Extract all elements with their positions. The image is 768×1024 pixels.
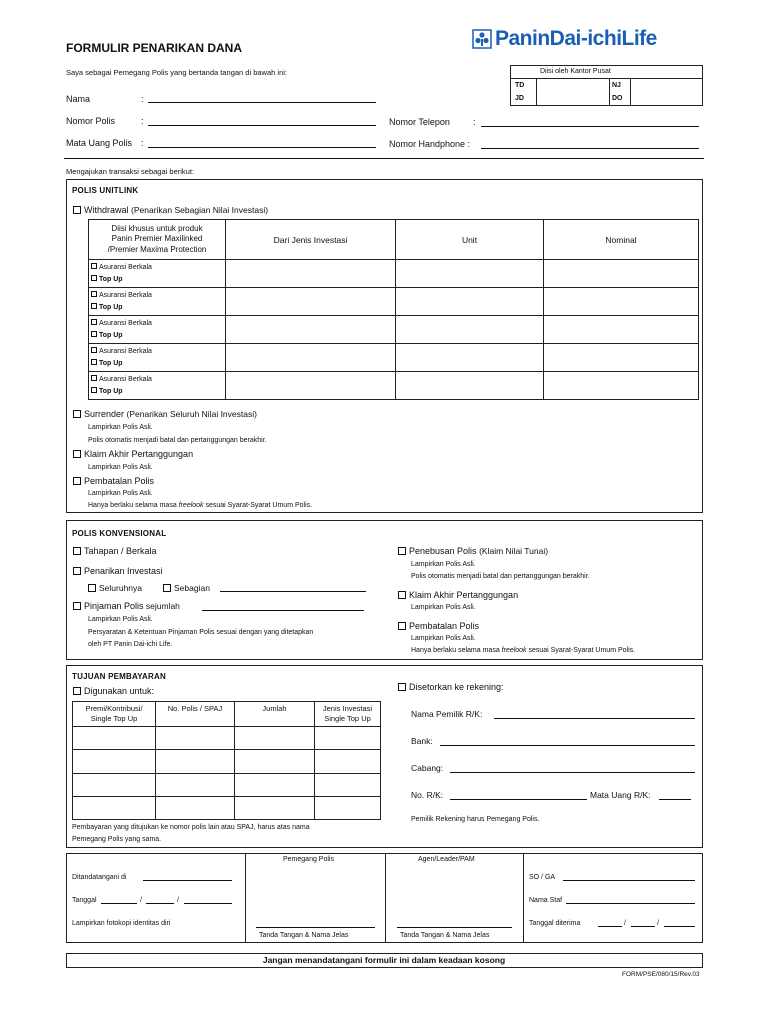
premi-header: Premi/Kontribusi/ Single Top Up — [73, 702, 156, 727]
surrender-checkbox[interactable] — [73, 410, 81, 418]
jenis-investasi-cell[interactable] — [226, 372, 396, 400]
nomor-telepon-label: Nomor Telepon — [389, 117, 450, 127]
pembatalan-unitlink-checkbox[interactable] — [73, 477, 81, 485]
asuransi-berkala-checkbox[interactable] — [91, 375, 97, 381]
top-up-checkbox[interactable] — [91, 303, 97, 309]
penebusan-checkbox[interactable] — [398, 547, 406, 555]
jenis-investasi-cell[interactable] — [226, 344, 396, 372]
sebagian-option[interactable]: Sebagian — [163, 584, 210, 593]
table-row: Asuransi Berkala Top Up — [89, 288, 699, 316]
investment-table — [88, 219, 699, 400]
jenis-investasi-header: Dari Jenis Investasi — [226, 220, 396, 260]
tanggal-year-field[interactable] — [184, 903, 232, 904]
so-ga-field[interactable] — [563, 880, 695, 881]
no-polis-header: No. Polis / SPAJ — [156, 702, 235, 727]
pinjaman-option[interactable]: Pinjaman Polis sejumlah — [73, 602, 180, 611]
top-up-checkbox[interactable] — [91, 387, 97, 393]
tanggal-diterima-year-field[interactable] — [664, 926, 695, 927]
klaim-unitlink-note: Lampirkan Polis Asli. — [88, 464, 153, 471]
footer-warning: Jangan menandatangani formulir ini dalam keadaan kosong — [262, 955, 506, 965]
pemegang-polis-header: Pemegang Polis — [283, 856, 334, 863]
office-do: DO — [612, 95, 623, 102]
nomor-polis-label: Nomor Polis — [66, 116, 116, 126]
nama-staf-label: Nama Staf — [529, 897, 563, 904]
pembatalan-konvensional-checkbox[interactable] — [398, 622, 406, 630]
bank-label: Bank: — [411, 736, 433, 746]
nomor-handphone-label: Nomor Handphone : — [389, 139, 471, 149]
table-row: Asuransi Berkala Top Up — [89, 344, 699, 372]
office-nj: NJ — [612, 82, 621, 89]
tahapan-option[interactable]: Tahapan / Berkala — [73, 547, 157, 556]
disetorkan-checkbox[interactable] — [398, 683, 406, 691]
top-up-checkbox[interactable] — [91, 331, 97, 337]
withdrawal-option[interactable]: Withdrawal (Penarikan Sebagian Nilai Investasi) — [73, 206, 268, 215]
table-row: Asuransi Berkala Top Up — [89, 260, 699, 288]
ditandatangani-label: Ditandatangani di — [72, 874, 127, 881]
nama-pemilik-field[interactable] — [494, 718, 695, 719]
no-rk-label: No. R/K: — [411, 790, 444, 800]
pembatalan-unitlink-note-1: Lampirkan Polis Asli. — [88, 490, 153, 497]
pemilik-rekening-note: Pemilik Rekening harus Pemegang Polis. — [411, 816, 540, 823]
asuransi-berkala-checkbox[interactable] — [91, 347, 97, 353]
jenis-investasi-cell[interactable] — [226, 316, 396, 344]
nominal-cell[interactable] — [544, 316, 699, 344]
nominal-header: Nominal — [544, 220, 699, 260]
office-td: TD — [515, 82, 525, 89]
unit-cell[interactable] — [396, 260, 544, 288]
unit-cell[interactable] — [396, 344, 544, 372]
special-product-header: Diisi khusus untuk produk Panin Premier Maxilinked /Premier Maxima Protection — [89, 220, 226, 260]
withdrawal-checkbox[interactable] — [73, 206, 81, 214]
nominal-cell[interactable] — [544, 288, 699, 316]
jenis-investasi-cell[interactable] — [226, 260, 396, 288]
nominal-cell[interactable] — [544, 344, 699, 372]
penebusan-option[interactable]: Penebusan Polis (Klaim Nilai Tunai) — [398, 547, 548, 556]
pembatalan-konvensional-option[interactable]: Pembatalan Polis — [398, 622, 479, 631]
tujuan-note-2: Pemegang Polis yang sama. — [72, 836, 162, 843]
table-row: Asuransi Berkala Top Up — [89, 316, 699, 344]
jenis-investasi-cell[interactable] — [226, 288, 396, 316]
no-rk-field[interactable] — [450, 799, 587, 800]
unit-header: Unit — [396, 220, 544, 260]
pemegang-polis-sign-caption: Tanda Tangan & Nama Jelas — [259, 932, 349, 939]
mata-uang-polis-field[interactable] — [148, 147, 376, 148]
lampirkan-identitas-note: Lampirkan fotokopi identitas diri — [72, 920, 171, 927]
pembatalan-unitlink-note-2: Hanya berlaku selama masa freelook sesuai Syarat-Syarat Umum Polis. — [88, 502, 313, 509]
unit-cell[interactable] — [396, 316, 544, 344]
penebusan-note-2: Polis otomatis menjadi batal dan pertanggungan berakhir. — [411, 573, 590, 580]
penarikan-investasi-option[interactable]: Penarikan Investasi — [73, 567, 163, 576]
klaim-konvensional-option[interactable]: Klaim Akhir Pertanggungan — [398, 591, 518, 600]
pinjaman-checkbox[interactable] — [73, 602, 81, 610]
nomor-polis-field[interactable] — [148, 125, 376, 126]
tanggal-day-field[interactable] — [101, 903, 137, 904]
payment-table — [72, 701, 381, 820]
digunakan-option[interactable]: Digunakan untuk: — [73, 687, 154, 696]
header-divider — [64, 158, 704, 159]
nomor-telepon-field[interactable] — [481, 126, 699, 127]
klaim-konvensional-note: Lampirkan Polis Asli. — [411, 604, 476, 611]
sebagian-field[interactable] — [220, 591, 366, 592]
transaction-intro: Mengajukan transaksi sebagai berikut: — [66, 167, 194, 176]
nominal-cell[interactable] — [544, 260, 699, 288]
surrender-option[interactable]: Surrender (Penarikan Seluruh Nilai Investasi) — [73, 410, 257, 419]
table-row: Asuransi Berkala Top Up — [89, 372, 699, 400]
asuransi-berkala-checkbox[interactable] — [91, 263, 97, 269]
unitlink-title: POLIS UNITLINK — [72, 186, 139, 195]
tujuan-note-1: Pembayaran yang ditujukan ke nomor polis lain atau SPAJ, harus atas nama — [72, 824, 310, 831]
tanggal-diterima-month-field[interactable] — [631, 926, 655, 927]
unit-cell[interactable] — [396, 372, 544, 400]
nominal-cell[interactable] — [544, 372, 699, 400]
pinjaman-note-3: oleh PT Panin Dai-ichi Life. — [88, 641, 173, 648]
nama-staf-field[interactable] — [566, 903, 695, 904]
ditandatangani-field[interactable] — [143, 880, 232, 881]
table-row — [73, 773, 381, 796]
nomor-handphone-field[interactable] — [481, 148, 699, 149]
pinjaman-note-1: Lampirkan Polis Asli. — [88, 616, 153, 623]
pembatalan-unitlink-option[interactable]: Pembatalan Polis — [73, 477, 154, 486]
top-up-checkbox[interactable] — [91, 359, 97, 365]
table-row — [73, 796, 381, 819]
tahapan-checkbox[interactable] — [73, 547, 81, 555]
seluruhnya-checkbox[interactable] — [88, 584, 96, 592]
unit-cell[interactable] — [396, 288, 544, 316]
agen-header: Agen/Leader/PAM — [418, 856, 475, 863]
konvensional-title: POLIS KONVENSIONAL — [72, 529, 167, 538]
agen-sign-caption: Tanda Tangan & Nama Jelas — [400, 932, 490, 939]
digunakan-checkbox[interactable] — [73, 687, 81, 695]
table-row — [73, 727, 381, 750]
top-up-checkbox[interactable] — [91, 275, 97, 281]
cabang-field[interactable] — [450, 772, 695, 773]
konvensional-section — [66, 520, 703, 660]
pinjaman-amount-field[interactable] — [202, 610, 364, 611]
seluruhnya-option[interactable]: Seluruhnya — [88, 584, 142, 593]
asuransi-berkala-checkbox[interactable] — [91, 319, 97, 325]
klaim-unitlink-checkbox[interactable] — [73, 450, 81, 458]
tanggal-diterima-day-field[interactable] — [598, 926, 622, 927]
office-box-header: Diisi oleh Kantor Pusat — [540, 68, 611, 75]
jumlah-header: Jumlah — [235, 702, 315, 727]
pemegang-polis-signature-line[interactable] — [256, 927, 375, 928]
disetorkan-option[interactable]: Disetorkan ke rekening: — [398, 683, 504, 692]
tanggal-month-field[interactable] — [146, 903, 174, 904]
jenis-investasi-header: Jenis Investasi Single Top Up — [315, 702, 381, 727]
form-code: FORM/PSE/080/15/Rev.03 — [622, 971, 700, 978]
klaim-unitlink-option[interactable]: Klaim Akhir Pertanggungan — [73, 450, 193, 459]
mata-uang-rk-field[interactable] — [659, 799, 691, 800]
agen-signature-line[interactable] — [397, 927, 512, 928]
tanggal-diterima-label: Tanggal diterima — [529, 920, 581, 927]
nama-label: Nama — [66, 94, 91, 104]
pembatalan-konvensional-note-2: Hanya berlaku selama masa freelook sesuai Syarat-Syarat Umum Polis. — [411, 647, 636, 654]
nama-pemilik-label: Nama Pemilik R/K: — [411, 709, 483, 719]
tujuan-title: TUJUAN PEMBAYARAN — [72, 672, 166, 681]
pinjaman-note-2: Persyaratan & Ketentuan Pinjaman Polis sesuai dengan yang ditetapkan — [88, 629, 314, 636]
cabang-label: Cabang: — [411, 763, 444, 773]
sebagian-checkbox[interactable] — [163, 584, 171, 592]
panin-logo-icon — [472, 29, 492, 49]
mata-uang-rk-label: Mata Uang R/K: — [590, 790, 651, 800]
klaim-konvensional-checkbox[interactable] — [398, 591, 406, 599]
brand-logo — [472, 28, 704, 50]
table-row — [73, 750, 381, 773]
nama-field[interactable] — [148, 102, 376, 103]
pembatalan-konvensional-note-1: Lampirkan Polis Asli. — [411, 635, 476, 642]
tanggal-label: Tanggal — [72, 897, 97, 904]
surrender-note-1: Lampirkan Polis Asli. — [88, 424, 153, 431]
mata-uang-polis-label: Mata Uang Polis — [66, 138, 133, 148]
asuransi-berkala-checkbox[interactable] — [91, 291, 97, 297]
surrender-note-2: Polis otomatis menjadi batal dan pertanggungan berakhir. — [88, 437, 267, 444]
penebusan-note-1: Lampirkan Polis Asli. — [411, 561, 476, 568]
bank-field[interactable] — [440, 745, 695, 746]
brand-name: PaninDai-ichiLife — [495, 27, 657, 50]
form-title: FORMULIR PENARIKAN DANA — [66, 41, 242, 55]
penarikan-investasi-checkbox[interactable] — [73, 567, 81, 575]
intro-text: Saya sebagai Pemegang Polis yang bertanda tangan di bawah ini: — [66, 68, 287, 77]
office-jd: JD — [515, 95, 524, 102]
so-ga-label: SO / GA — [529, 874, 556, 881]
